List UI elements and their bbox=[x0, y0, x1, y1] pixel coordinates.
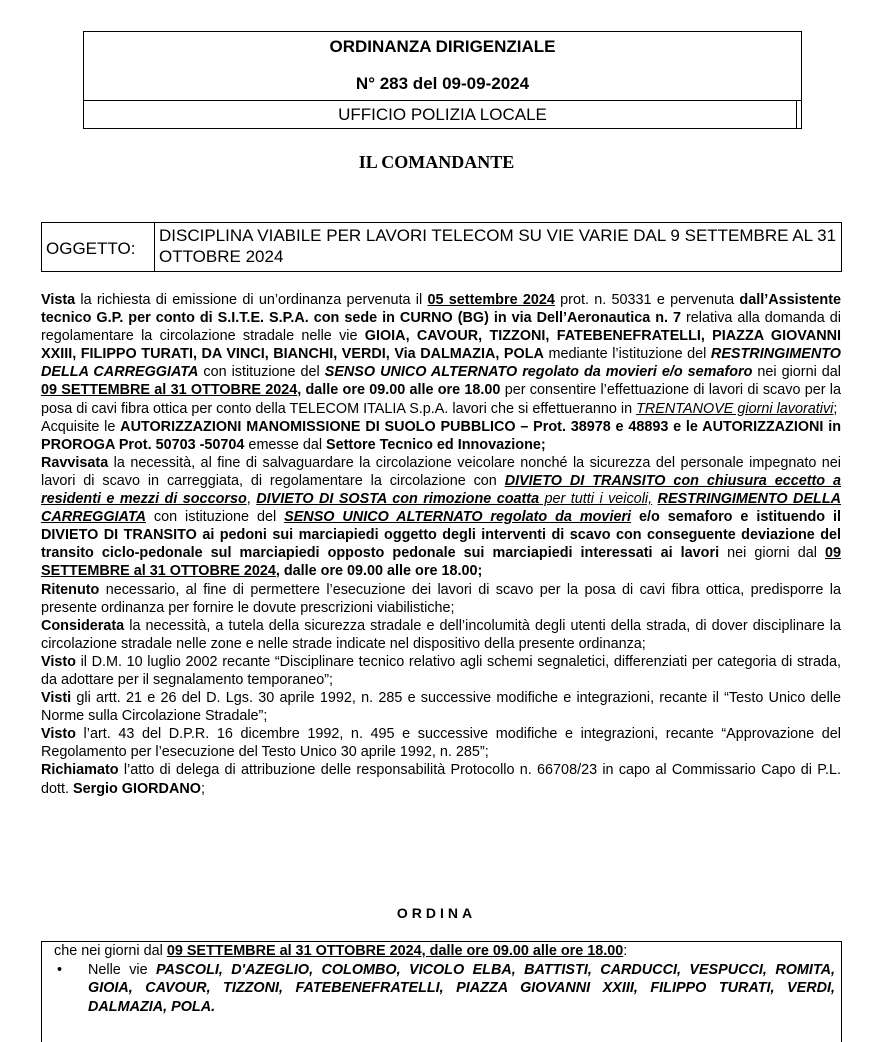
text-run: : bbox=[623, 943, 628, 959]
text-run: Ritenuto bbox=[41, 581, 100, 598]
text-run: Ravvisata bbox=[41, 454, 109, 471]
text-run: il D.M. 10 luglio 2002 recante “Disciplinare tecnico relativo agli schemi segnaletici, differenziati per categoria di strada, da adottare per il segnalamento temporaneo”; bbox=[41, 653, 841, 688]
premise-ravvisata bbox=[41, 454, 841, 581]
text-run: GIOIA, CAVOUR, TIZZONI, FATEBENEFRATELLI, PIAZZA GIOVANNI XXIII, FILIPPO TURATI, DA VINCI, BIANCHI, VERDI, Via DALMAZIA, POLA bbox=[41, 328, 841, 363]
text-run: nei giorni dal bbox=[719, 545, 825, 562]
text-run: Richiamato bbox=[41, 762, 119, 779]
text-run: PASCOLI, D'AZEGLIO, COLOMBO, VICOLO ELBA, BATTISTI, CARDUCCI, VESPUCCI, ROMITA, GIOIA, CAVOUR, TIZZONI, FATEBENEFRATELLI, PIAZZA GIOVANNI XXIII, FILIPPO TURATI, VERDI, DALMAZIA, POLA. bbox=[88, 961, 836, 1015]
header-title-cell bbox=[84, 32, 801, 101]
premise-acquisite bbox=[41, 418, 841, 454]
premise-vista-richiesta bbox=[41, 291, 841, 418]
text-run: con istituzione del bbox=[146, 509, 285, 526]
order-heading: ORDINA bbox=[396, 905, 477, 921]
text-run: RESTRINGIMENTO DELLA CARREGGIATA bbox=[41, 491, 842, 526]
text-run: ; bbox=[200, 780, 205, 797]
text-run: prot. n. 50331 e pervenuta bbox=[554, 292, 740, 308]
text-run: Settore Tecnico ed Innovazione; bbox=[326, 436, 546, 453]
text-run: ; bbox=[833, 400, 838, 417]
text-run: gli artt. 21 e 26 del D. Lgs. 30 aprile 1992, n. 285 e successive modifiche e integrazioni, recante il “Testo Unico delle Norme sulla Circolazione Stradale”; bbox=[41, 690, 841, 725]
text-run: Visti bbox=[41, 690, 72, 707]
text-run: , dalle ore 09.00 alle ore 18.00 bbox=[297, 382, 501, 399]
premises-body bbox=[41, 291, 841, 798]
text-run: per consentire l’effettuazione di lavori di scavo per la posa di cavi fibra ottica per conto della TELECOM ITALIA S.p.A. lavori che si effettueranno in bbox=[41, 382, 841, 417]
text-run: Visto bbox=[41, 726, 76, 743]
text-run: SENSO UNICO ALTERNATO regolato da movieri e/o semaforo bbox=[324, 364, 753, 381]
bullet-icon: • bbox=[57, 961, 63, 978]
office-name: UFFICIO POLIZIA LOCALE bbox=[84, 101, 801, 128]
premise-visto-dpr bbox=[41, 725, 841, 761]
text-run: 05 settembre 2024 bbox=[427, 292, 555, 308]
text-run: Nelle vie bbox=[88, 961, 156, 978]
text-run: Vista bbox=[41, 292, 76, 308]
premise-visto-dm bbox=[41, 653, 841, 689]
text-run: 09 SETTEMBRE al 31 OTTOBRE 2024, dalle ore 09.00 alle ore 18.00 bbox=[166, 943, 624, 959]
list-item bbox=[42, 961, 841, 1017]
subject-label: OGGETTO: bbox=[42, 223, 155, 271]
text-run: RESTRINGIMENTO DELLA CARREGGIATA bbox=[41, 346, 841, 381]
text-run: 09 SETTEMBRE al 31 OTTOBRE 2024 bbox=[41, 545, 841, 580]
text-run: AUTORIZZAZIONI MANOMISSIONE DI SUOLO PUBBLICO – Prot. 38978 e 48893 e le AUTORIZZAZIONI in PROROGA Prot. 50703 -50704 bbox=[41, 418, 841, 453]
premise-considerata bbox=[41, 617, 841, 653]
premise-richiamato bbox=[41, 761, 841, 797]
text-run: necessario, al fine di permettere l’esecuzione dei lavori di scavo per la posa di cavi fibra ottica, predisporre la presente ordinanza per fornire le dovute prescrizioni viabilistiche; bbox=[41, 581, 841, 616]
text-run: Acquisite le bbox=[41, 418, 121, 435]
text-run: DIVIETO DI SOSTA con rimozione coatta bbox=[256, 491, 540, 508]
text-run: SENSO UNICO ALTERNATO regolato da movieri bbox=[284, 509, 632, 526]
text-run: Visto bbox=[41, 653, 76, 670]
dispositive-streets bbox=[88, 962, 835, 1015]
text-run: la necessità, a tutela della sicurezza stradale e dell’incolumità degli utenti della strada, di dover disciplinare la circolazione stradale nelle zone e nelle strade indicate nel dispositivo della presente ordinanza; bbox=[41, 617, 841, 652]
ordinance-title: ORDINANZA DIRIGENZIALE bbox=[329, 37, 556, 56]
premise-ritenuto bbox=[41, 581, 841, 617]
ordinance-number: N° 283 del 09-09-2024 bbox=[355, 74, 530, 93]
text-run: che nei giorni dal bbox=[54, 943, 167, 959]
text-run: l’art. 43 del D.P.R. 16 dicembre 1992, n. 495 e successive modifiche e integrazioni, recante “Approvazione del Regolamento per l’esecuzione del Testo Unico 30 aprile 1992, n. 285”; bbox=[41, 726, 841, 761]
text-run: nei giorni dal bbox=[752, 364, 841, 381]
text-run: dall’Assistente tecnico G.P. per conto di S.I.T.E. S.P.A. con sede in CURNO (BG) in via Dell’Aeronautica n. 7 bbox=[41, 292, 841, 327]
dispositive-box bbox=[41, 941, 842, 1042]
dispositive-intro bbox=[42, 942, 841, 961]
dispositive-list bbox=[42, 961, 841, 1017]
text-run: con istituzione del bbox=[198, 364, 325, 381]
text-run: mediante l’istituzione del bbox=[543, 346, 711, 363]
text-run: emesse dal bbox=[244, 436, 327, 453]
text-run: e/o semaforo e istituendo il DIVIETO DI TRANSITO ai pedoni sui marciapiedi oggetto degli interventi di scavo con conseguente deviazione del transito ciclo-pedonale sul marciapiedi opposto pedonale sui marciapiedi interessati ai lavori bbox=[41, 509, 841, 562]
text-run: , bbox=[246, 491, 257, 508]
text-run: TRENTANOVE giorni lavorativi bbox=[636, 400, 834, 417]
text-run: DIVIETO DI TRANSITO con chiusura eccetto a residenti e mezzi di soccorso bbox=[41, 472, 841, 508]
commander-heading: IL COMANDANTE bbox=[358, 152, 515, 172]
text-run: Sergio GIORDANO bbox=[73, 780, 201, 797]
text-run: Considerata bbox=[41, 617, 125, 634]
text-run: , dalle ore 09.00 alle ore 18.00; bbox=[275, 563, 483, 580]
text-run: la necessità, al fine di salvaguardare la circolazione veicolare nonché la sicurezza del personale impegnato nei lavori di scavo in carreggiata, di regolamentare la circolazione con bbox=[41, 454, 841, 489]
text-run: relativa alla domanda di regolamentare la circolazione stradale nelle vie bbox=[41, 310, 841, 345]
text-run: 09 SETTEMBRE al 31 OTTOBRE 2024 bbox=[41, 382, 298, 399]
subject-box bbox=[41, 222, 842, 272]
text-run: per tutti i veicoli, bbox=[539, 491, 653, 508]
text-run: la richiesta di emissione di un’ordinanza pervenuta il bbox=[75, 292, 428, 308]
document-header-box bbox=[83, 31, 802, 129]
premise-visti-artt bbox=[41, 689, 841, 725]
text-run: l’atto di delega di attribuzione delle responsabilità Protocollo n. 66708/23 in capo al Commissario Capo di P.L. dott. bbox=[41, 762, 841, 797]
subject-text: DISCIPLINA VIABILE PER LAVORI TELECOM SU VIE VARIE DAL 9 SETTEMBRE AL 31 OTTOBRE 2024 bbox=[159, 226, 837, 266]
